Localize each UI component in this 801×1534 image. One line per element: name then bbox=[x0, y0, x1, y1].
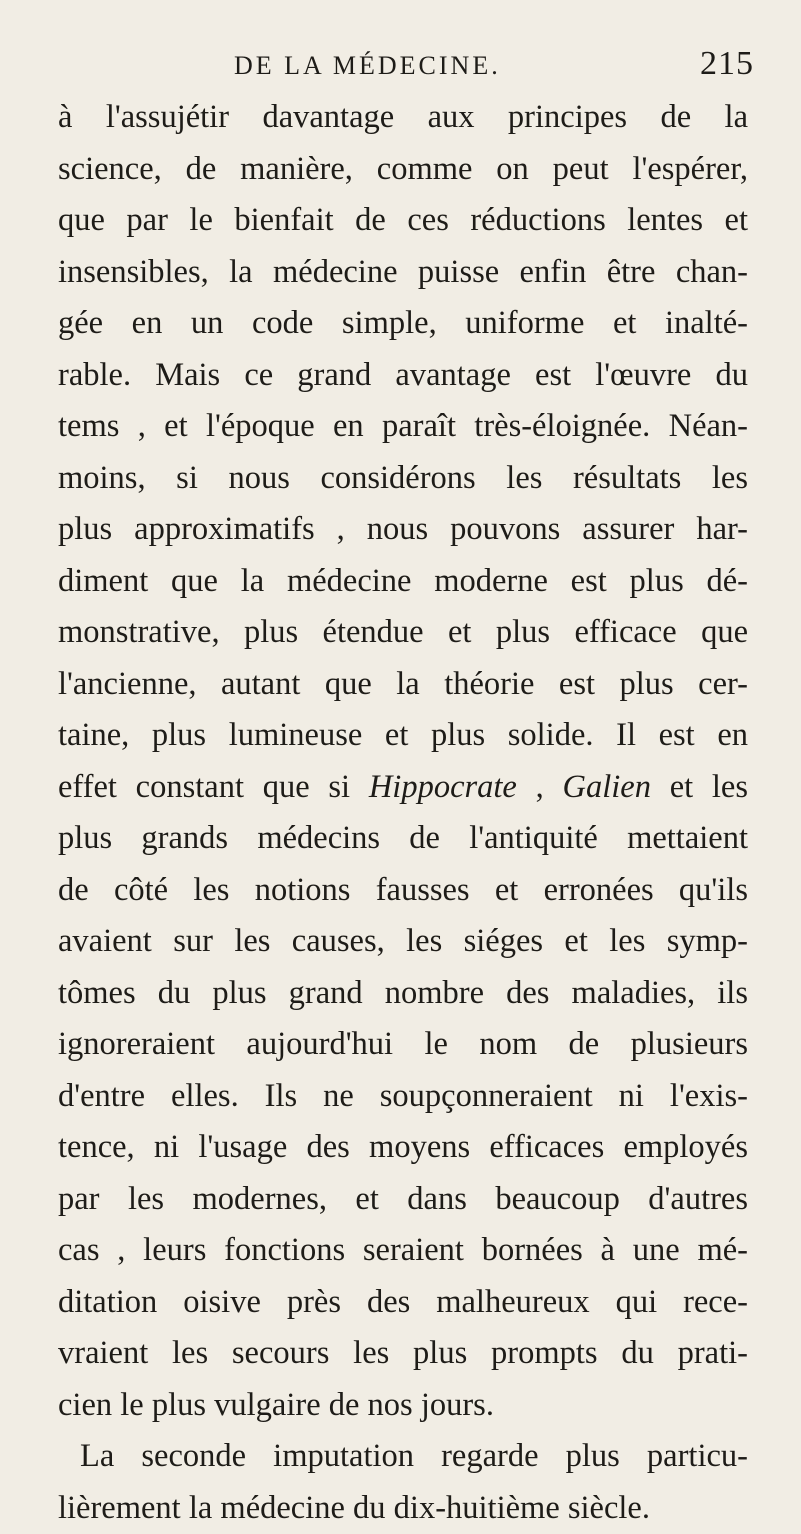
text-line: cien le plus vulgaire de nos jours. bbox=[58, 1380, 748, 1432]
text-line: à l'assujétir davantage aux principes de la bbox=[58, 92, 748, 144]
text-line: avaient sur les causes, les siéges et les symp- bbox=[58, 916, 748, 968]
text-line: tence, ni l'usage des moyens efficaces employés bbox=[58, 1122, 748, 1174]
text-line: diment que la médecine moderne est plus dé- bbox=[58, 556, 748, 608]
page-number: 215 bbox=[700, 42, 754, 86]
author-name-hippocrate: Hippocrate bbox=[369, 769, 517, 805]
text-line: gée en un code simple, uniforme et inalté- bbox=[58, 298, 748, 350]
text-line: que par le bienfait de ces réductions lentes et bbox=[58, 195, 748, 247]
author-name-galien: Galien bbox=[562, 769, 650, 805]
text-line: l'ancienne, autant que la théorie est plus cer- bbox=[58, 659, 748, 711]
text-line: de côté les notions fausses et erronées qu'ils bbox=[58, 865, 748, 917]
text-line: moins, si nous considérons les résultats les bbox=[58, 453, 748, 505]
running-header: DE LA MÉDECINE. bbox=[234, 46, 634, 86]
text-line: monstrative, plus étendue et plus efficace que bbox=[58, 607, 748, 659]
body-text bbox=[58, 92, 748, 1534]
text-line: tems , et l'époque en paraît très-éloignée. Néan- bbox=[58, 401, 748, 453]
text-line: ditation oisive près des malheureux qui rece- bbox=[58, 1277, 748, 1329]
text-line: par les modernes, et dans beaucoup d'autres bbox=[58, 1174, 748, 1226]
text-line: tômes du plus grand nombre des maladies, ils bbox=[58, 968, 748, 1020]
text-line: plus approximatifs , nous pouvons assurer har- bbox=[58, 504, 748, 556]
text-line: cas , leurs fonctions seraient bornées à une mé- bbox=[58, 1225, 748, 1277]
text-line: plus grands médecins de l'antiquité mettaient bbox=[58, 813, 748, 865]
text-line: taine, plus lumineuse et plus solide. Il est en bbox=[58, 710, 748, 762]
text-line: lièrement la médecine du dix-huitième siècle. bbox=[58, 1483, 748, 1534]
text-line: insensibles, la médecine puisse enfin être chan- bbox=[58, 247, 748, 299]
text-line: vraient les secours les plus prompts du prati- bbox=[58, 1328, 748, 1380]
text-line: rable. Mais ce grand avantage est l'œuvre du bbox=[58, 350, 748, 402]
text-line: d'entre elles. Ils ne soupçonneraient ni l'exis- bbox=[58, 1071, 748, 1123]
text-line: science, de manière, comme on peut l'espérer, bbox=[58, 144, 748, 196]
text-line: ignoreraient aujourd'hui le nom de plusieurs bbox=[58, 1019, 748, 1071]
text-line: effet constant que si Hippocrate , Galien et les bbox=[58, 762, 748, 814]
text-line: La seconde imputation regarde plus particu- bbox=[58, 1431, 748, 1483]
